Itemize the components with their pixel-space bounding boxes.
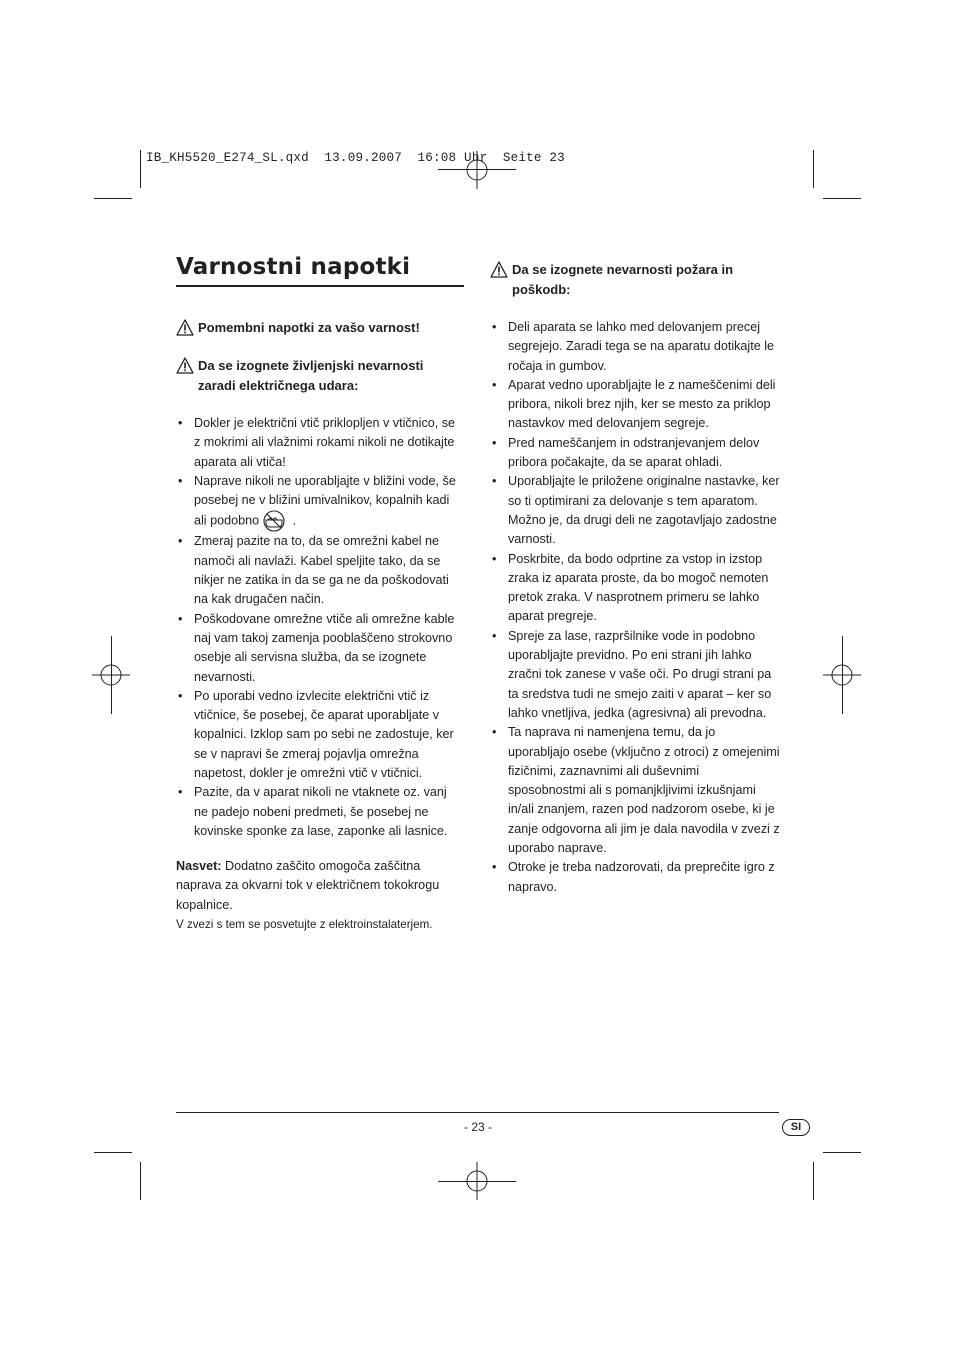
list-item: • Po uporabi vedno izvlecite električni vtič iz vtičnice, še posebej, če aparat uporabljate v kopalnici. Izklop sam po sebi ne zadostuje, ker se v napravi še zmeraj pojavlja omrežna napetost, dokler je omrežni vtič v vtičnici. [176,687,464,783]
safety-tip [176,857,456,934]
title-underline [176,285,464,287]
fire-safety-list [490,318,780,897]
list-item: • Otroke je treba nadzorovati, da preprečite igro z napravo. [490,858,780,897]
heading-electric-shock [176,356,464,395]
list-item: • Aparat vedno uporabljajte le z nameščenimi deli pribora, nikoli brez njih, ker se mesto za priklop nastavkov med delovanjem segreje. [490,376,780,434]
list-item: • Deli aparata se lahko med delovanjem precej segrejejo. Zaradi tega se na aparatu dotikajte le ročaja in gumbov. [490,318,780,376]
list-item: • Uporabljajte le priložene originalne nastavke, ker so ti optimirani za delovanje s tem aparatom. Možno je, da drugi deli ne zagotavljajo zadostne varnosti. [490,472,780,549]
registration-mark-icon [92,656,130,694]
footer-rule [176,1112,779,1113]
list-item: • Pazite, da v aparat nikoli ne vtaknete oz. vanj ne padejo nobeni predmeti, še posebej ne kovinske sponke za lase, zaponke ali lasnice. [176,783,464,841]
heading-important-safety [176,318,464,338]
electric-safety-list [176,414,464,841]
warning-triangle-icon [176,319,194,336]
list-item-text: Naprave nikoli ne uporabljajte v bližini vode, še posebej ne v bližini umivalnikov, kopalnih kadi ali podobno [194,473,456,528]
registration-mark-icon [458,151,496,189]
note-text-2: V zvezi s tem se posvetujte z elektroinstalaterjem. [176,917,433,931]
warning-triangle-icon [176,357,194,374]
list-item: • Poskrbite, da bodo odprtine za vstop in izstop zraka iz aparata proste, da bo mogoč nemoten pretok zraka. V nasprotnem primeru se lahko aparat pregreje. [490,550,780,627]
note-label: Nasvet: [176,859,222,873]
list-item: • Dokler je električni vtič priklopljen v vtičnico, se z mokrimi ali vlažnimi rokami nikoli ne dotikajte aparata ali vtiča! [176,414,464,472]
language-badge: SI [782,1119,810,1136]
heading-important-text: Pomembni napotki za vašo varnost! [198,320,420,335]
heading-fire-text: Da se izognete nevarnosti požara in poškodb: [512,262,734,297]
registration-mark-icon [458,1162,496,1200]
list-item-suffix: . [292,513,297,528]
list-item [176,472,464,533]
no-bathtub-icon [261,510,287,532]
list-item: • Poškodovane omrežne vtiče ali omrežne kable naj vam takoj zamenja pooblaščeno strokovno osebje ali servisna služba, da se izognete nevarnosti. [176,610,464,687]
heading-electric-text: Da se izognete življenjski nevarnosti zaradi električnega udara: [198,358,424,393]
registration-mark-icon [823,656,861,694]
list-item: • Spreje za lase, razpršilnike vode in podobno uporabljajte previdno. Po eni strani jih lahko zračni tok zanese v vaše oči. Po drugi strani pa ta sredstva tudi ne smejo zaiti v aparat – ker so lahko vnetljiva, jedka (agresivna) ali prevodna. [490,627,780,723]
list-item: • Pred nameščanjem in odstranjevanjem delov pribora počakajte, da se aparat ohladi. [490,434,780,473]
warning-triangle-icon [490,261,508,278]
list-item: • Zmeraj pazite na to, da se omrežni kabel ne namoči ali navlaži. Kabel speljite tako, da se nikjer ne zatika in da se ga ne da poškodovati na kak drugačen način. [176,532,464,609]
list-item: • Ta naprava ni namenjena temu, da jo uporabljajo osebe (vključno z otroci) z omejenimi fizičnimi, zaznavnimi ali duševnimi sposobnostmi ali s pomanjkljivimi izkušnjami in/ali znanjem, razen pod nadzorom osebe, ki je zanje odgovorna ali jim je dala navodila v zvezi z uporabo naprave. [490,723,780,858]
note-text: Dodatno zaščito omogoča zaščitna naprava za okvarni tok v električnem tokokrogu kopalnice. [176,859,440,912]
heading-fire-injury [490,260,780,299]
print-slug-line: IB_KH5520_E274_SL.qxd 13.09.2007 16:08 Uhr Seite 23 [146,151,565,165]
page-title: Varnostni napotki [176,254,411,280]
page-number: - 23 - [463,1120,492,1134]
